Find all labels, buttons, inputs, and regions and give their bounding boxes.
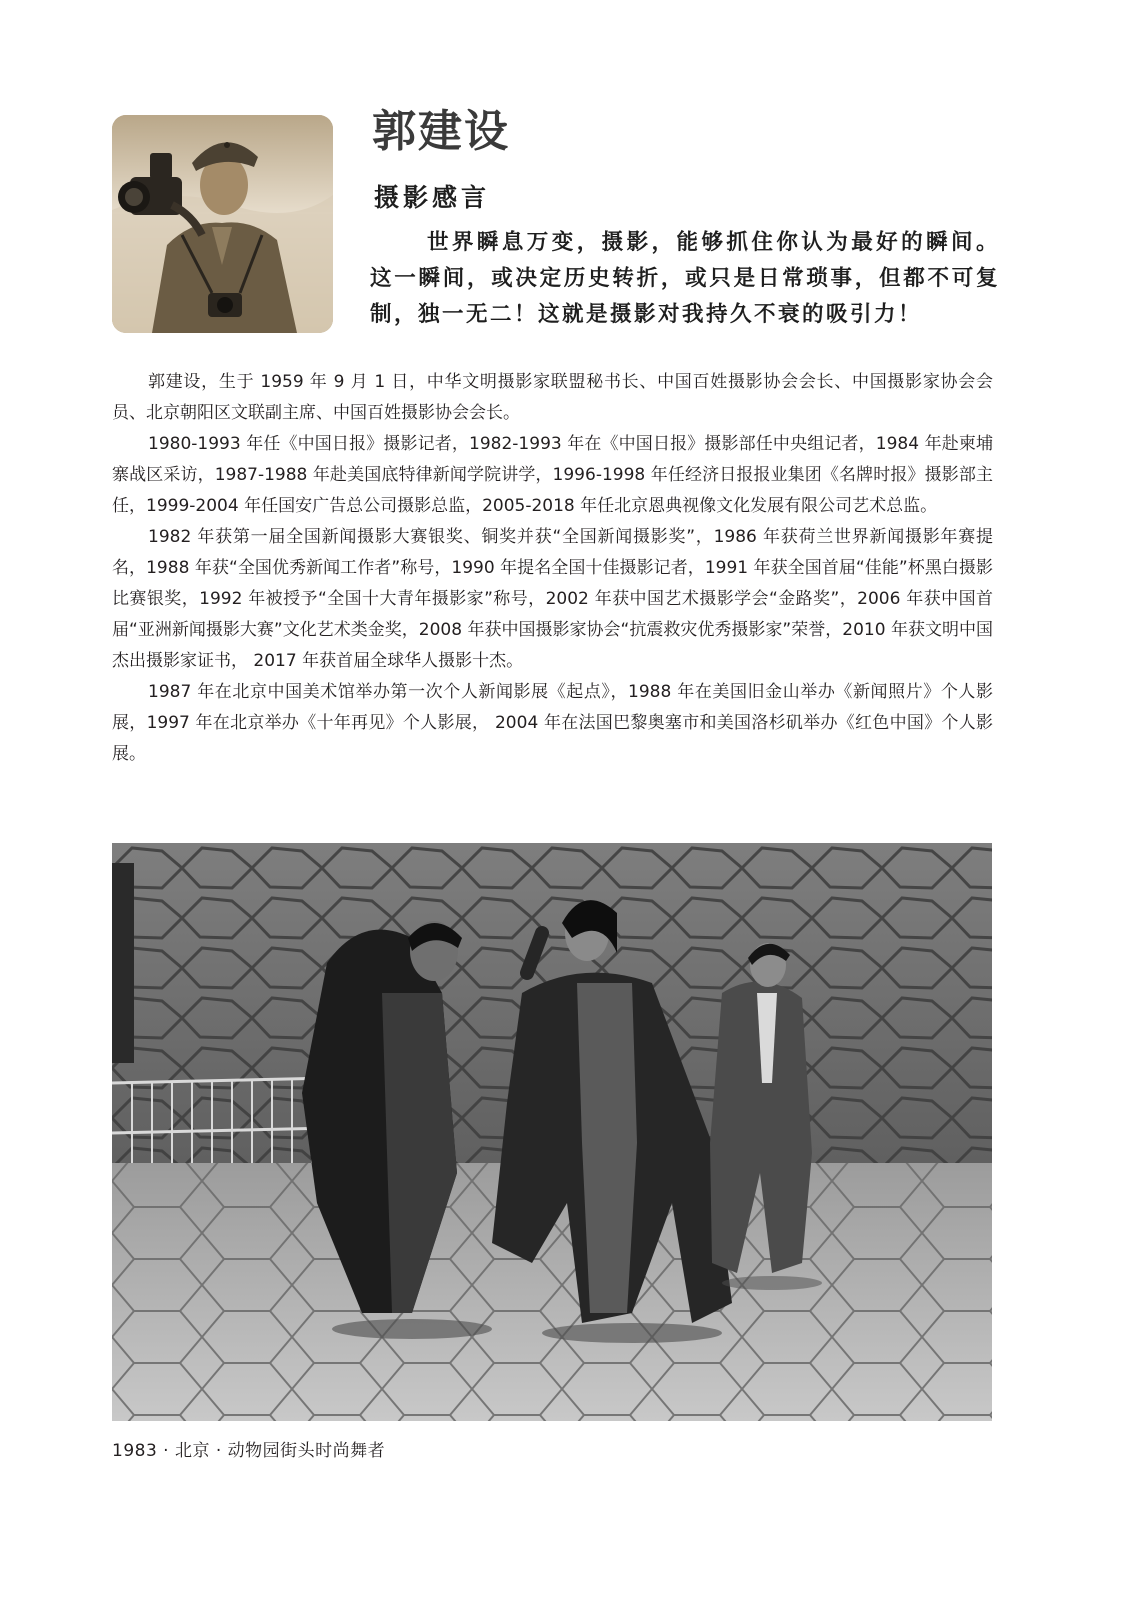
motto-text [370,225,1000,333]
bio-paragraph-4: 1987 年在北京中国美术馆举办第一次个人新闻影展《起点》，1988 年在美国旧金山举办《新闻照片》个人影展，1997 年在北京举办《十年再见》个人影展， 2004 年在法国巴黎奥塞市和美国洛杉矶举办《红色中国》个人影展。 [112,682,993,764]
bio-paragraph-3: 1982 年获第一届全国新闻摄影大赛银奖、铜奖并获“全国新闻摄影奖”，1986 年获荷兰世界新闻摄影年赛提名，1988 年获“全国优秀新闻工作者”称号，1990 年提名全国十佳摄影记者，1991 年获全国首届“佳能”杯黑白摄影比赛银奖，1992 年被授予“全国十大青年摄影家”称号，2002 年获中国艺术摄影学会“金路奖”，2006 年获中国首届“亚洲新闻摄影大赛”文化艺术类金奖，2008 年获中国摄影家协会“抗震救灾优秀摄影家”荣誉，2010 年获文明中国杰出摄影家证书， 2017 年获首届全球华人摄影十杰。 [112,527,993,671]
biography [112,367,993,770]
photographer-name: 郭建设 [372,106,510,157]
featured-photo-image [112,843,992,1421]
motto-heading: 摄影感言 [374,183,491,212]
portrait-photo [112,115,333,333]
bio-paragraph-2: 1980-1993 年任《中国日报》摄影记者，1982-1993 年在《中国日报》摄影部任中央组记者，1984 年赴柬埔寨战区采访，1987-1988 年赴美国底特律新闻学院讲学，1996-1998 年任经济日报报业集团《名牌时报》摄影部主任，1999-2004 年任国安广告总公司摄影总监，2005-2018 年任北京恩典视像文化发展有限公司艺术总监。 [112,434,993,516]
featured-photo [112,843,992,1421]
motto-body: 世界瞬息万变，摄影，能够抓住你认为最好的瞬间。这一瞬间，或决定历史转折，或只是日常琐事，但都不可复制，独一无二！这就是摄影对我持久不衰的吸引力！ [370,230,1000,327]
bio-paragraph-1: 郭建设，生于 1959 年 9 月 1 日，中华文明摄影家联盟秘书长、中国百姓摄影协会会长、中国摄影家协会会员、北京朝阳区文联副主席、中国百姓摄影协会会长。 [112,372,993,423]
portrait-image [112,115,333,333]
photo-caption: 1983 · 北京 · 动物园街头时尚舞者 [112,1441,386,1461]
